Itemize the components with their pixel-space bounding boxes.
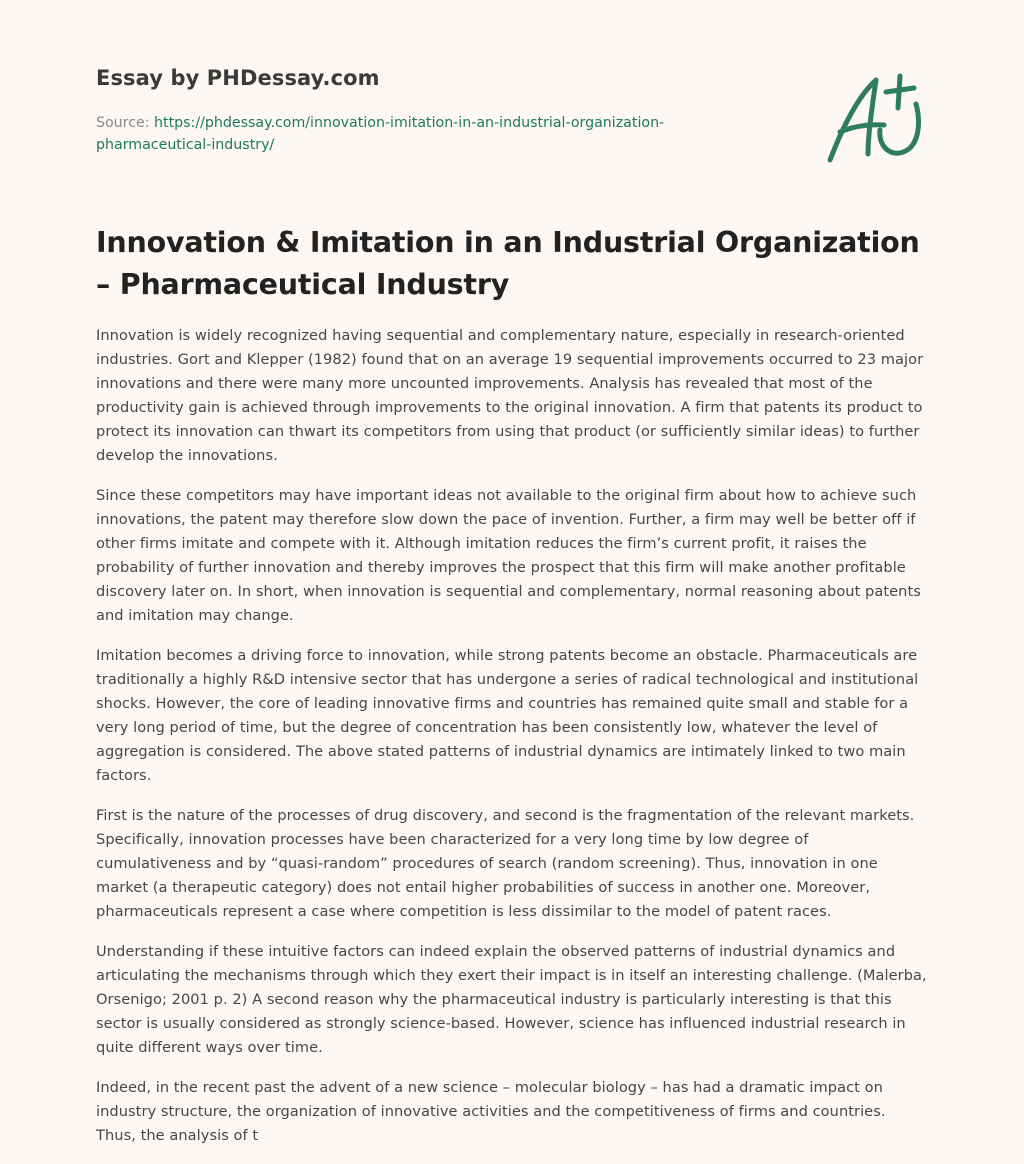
essay-paragraph: Since these competitors may have important ideas not available to the original firm about how to achieve such innovations, the patent may therefore slow down the pace of invention. Further, a firm may well be better off if other firms imitate and compete with it. Although imitation reduces the firm’s current profit, it raises the probability of further innovation and thereby improves the prospect that this firm will make another profitable discovery later on. In short, when innovation is sequential and complementary, normal reasoning about patents and imitation may change. [96,487,921,624]
essay-title: Innovation & Imitation in an Industrial Organization – Pharmaceutical Industry [96,226,920,301]
essay-paragraph: Imitation becomes a driving force to innovation, while strong patents become an obstacle. Pharmaceuticals are traditionally a highly R&D intensive sector that has undergone a series of radical technological and institutional shocks. However, the core of leading innovative firms and countries has remained quite small and stable for a very long period of time, but the degree of concentration has been consistently low, whatever the level of aggregation is considered. The above stated patterns of industrial dynamics are intimately linked to two main factors. [96,647,919,784]
essay-body [96,324,928,1164]
source-label: Source: [96,115,150,131]
essay-paragraph: Understanding if these intuitive factors can indeed explain the observed patterns of industrial dynamics and articulating the mechanisms through which they exert their impact is in itself an interesting challenge. (Malerba, Orsenigo; 2001 p. 2) A second reason why the pharmaceutical industry is particularly interesting is that this sector is usually considered as strongly science-based. However, science has influenced industrial research in quite different ways over time. [96,943,927,1056]
essay-paragraph: First is the nature of the processes of drug discovery, and second is the fragmentation of the relevant markets. Specifically, innovation processes have been characterized for a very long time by low degree of cumulativeness and by “quasi-random” procedures of search (random screening). Thus, innovation in one market (a therapeutic category) does not entail higher probabilities of success in another one. Moreover, pharmaceuticals represent a case where competition is less dissimilar to the model of patent races. [96,807,915,920]
site-title: Essay by PHDessay.com [96,66,380,90]
a-plus-grade-icon [822,68,930,168]
source-link[interactable]: https://phdessay.com/innovation-imitation-in-an-industrial-organization-pharmaceutical-industry/ [96,115,665,153]
source-line [96,112,736,156]
essay-paragraph: Indeed, in the recent past the advent of a new science – molecular biology – has had a dramatic impact on industry structure, the organization of innovative activities and the competitiveness of firms and countries. Thus, the analysis of t [96,1079,886,1144]
essay-paragraph: Innovation is widely recognized having sequential and complementary nature, especially in research-oriented industries. Gort and Klepper (1982) found that on an average 19 sequential improvements occurred to 23 major innovations and there were many more uncounted improvements. Analysis has revealed that most of the productivity gain is achieved through improvements to the original innovation. A firm that patents its product to protect its innovation can thwart its competitors from using that product (or sufficiently similar ideas) to further develop the innovations. [96,327,924,464]
